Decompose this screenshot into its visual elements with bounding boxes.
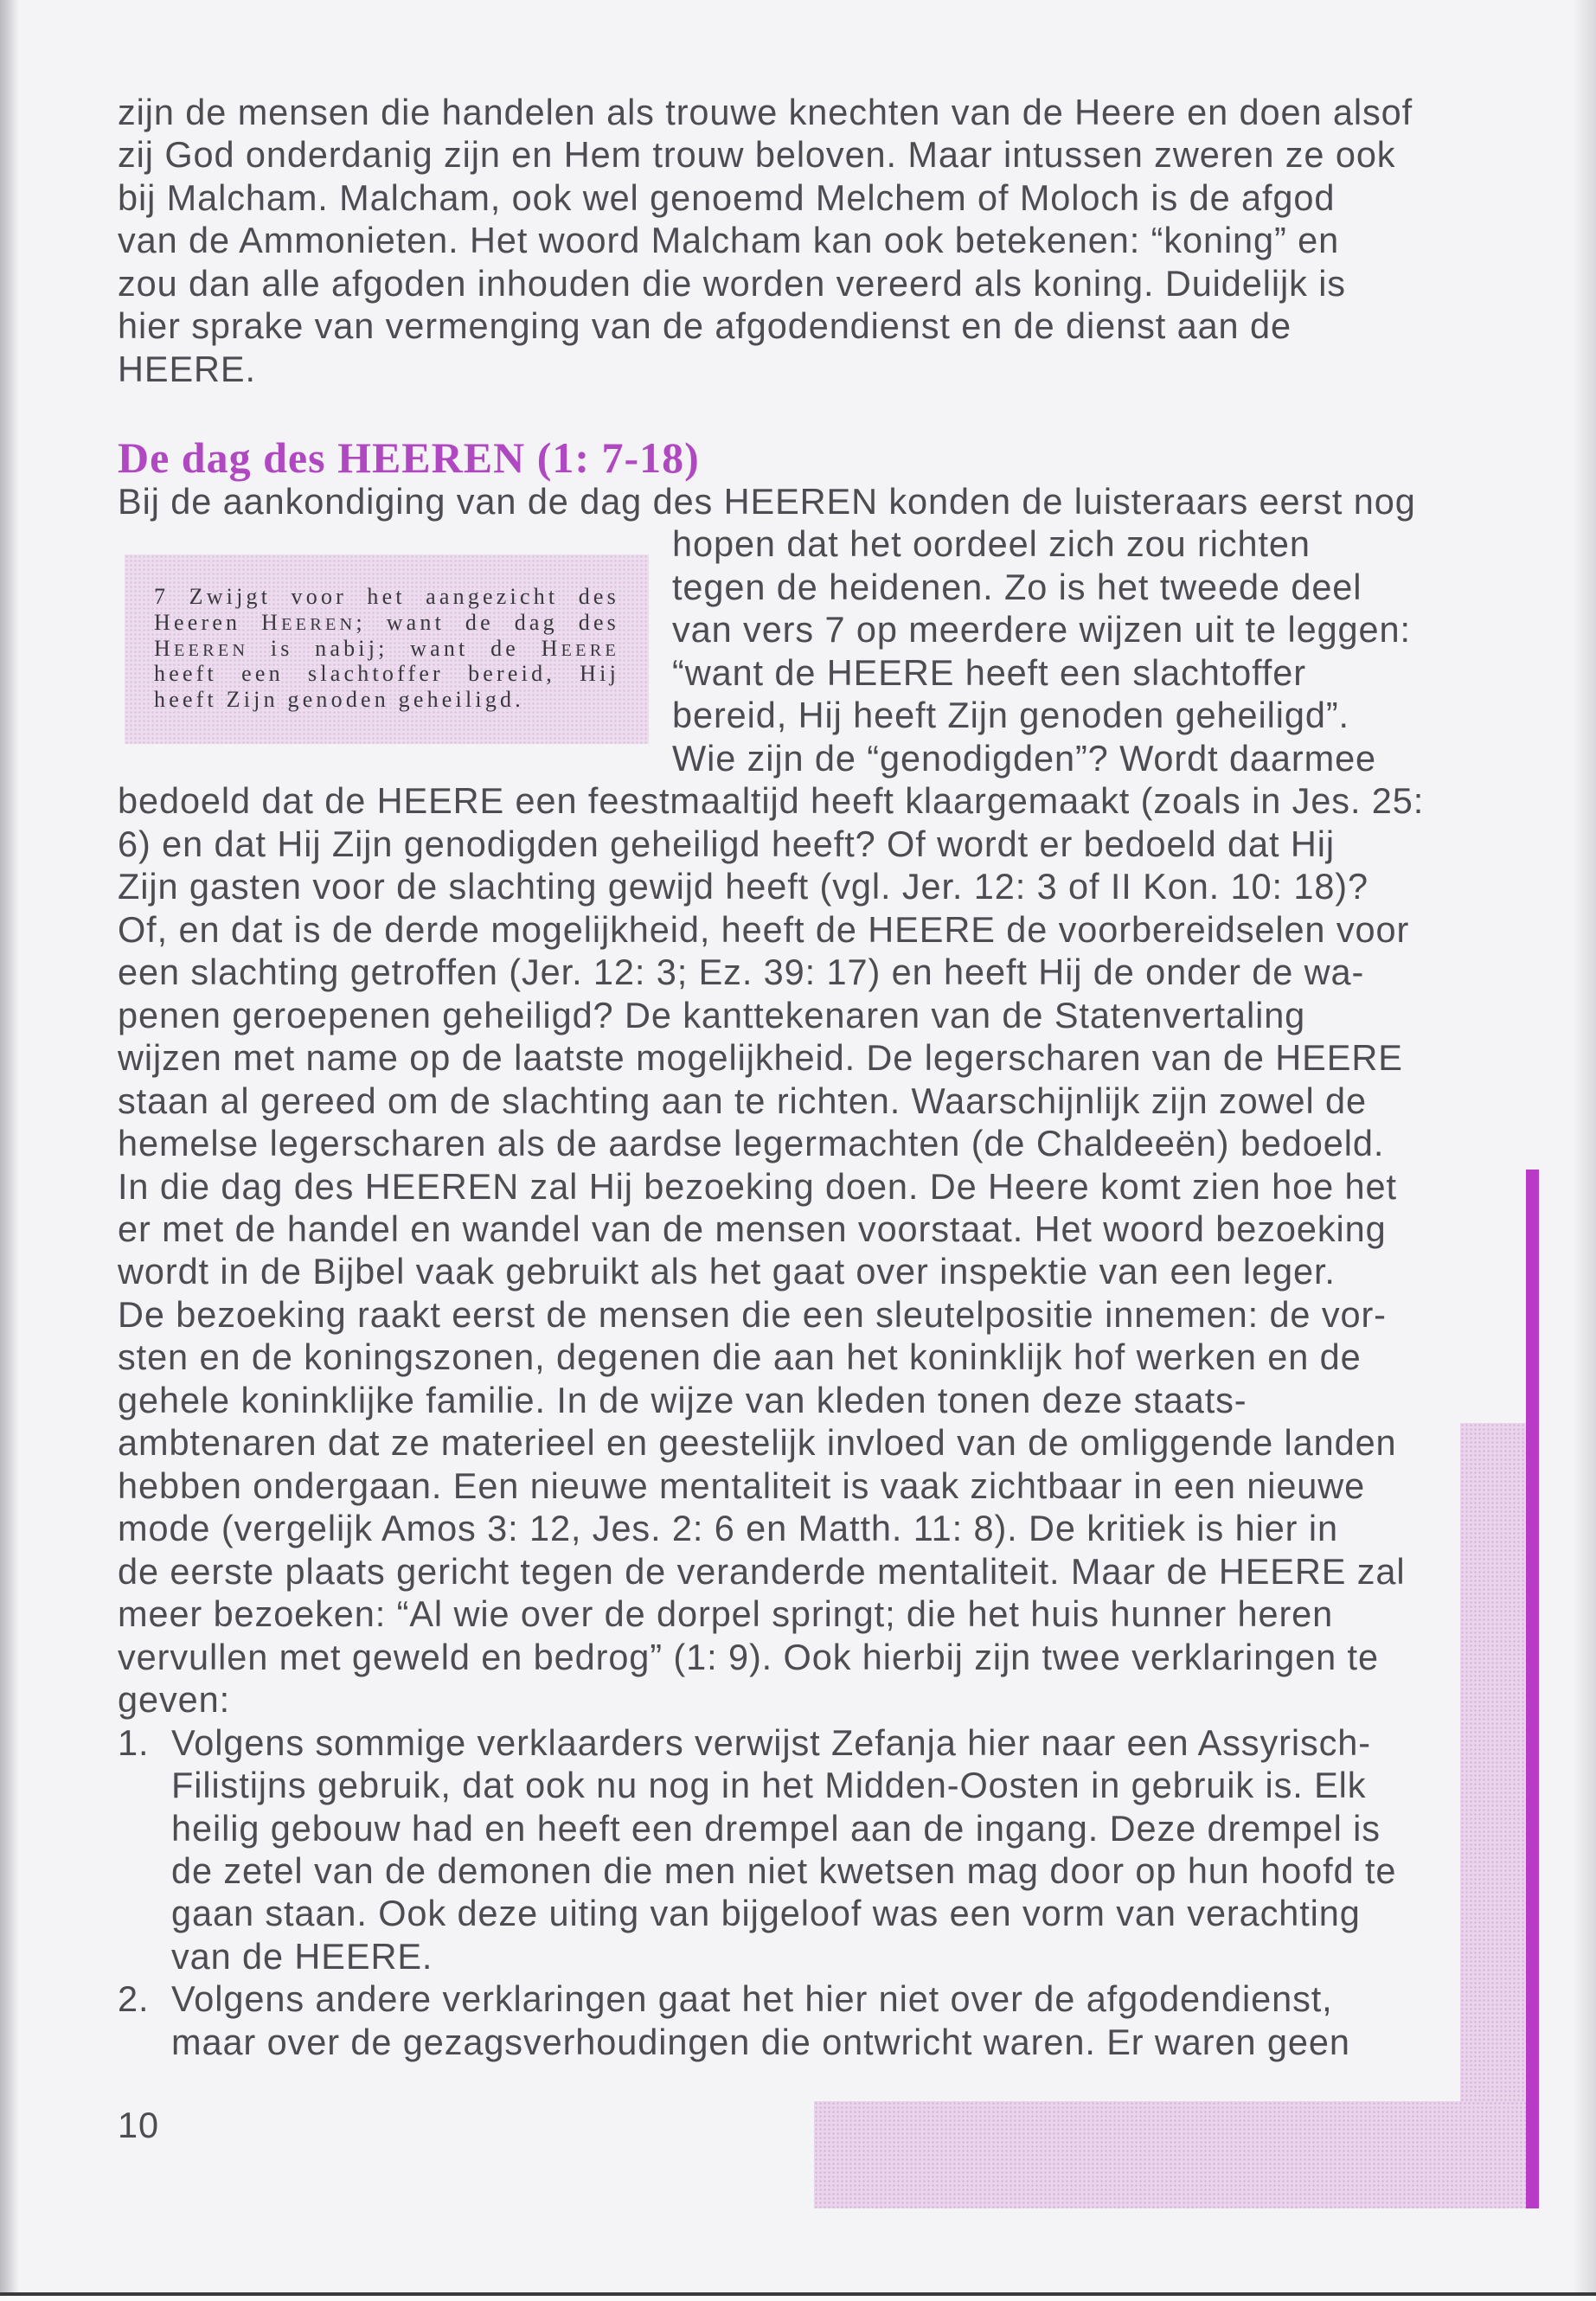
text-line: HEERE. — [118, 348, 256, 389]
verse-text: ; want de dag des — [356, 609, 620, 635]
verse-text: Heeren — [154, 609, 241, 635]
page-number: 10 — [118, 2105, 159, 2145]
text-line: gehele koninklijke familie. In de wijze van kleden tonen deze staats- — [118, 1379, 1247, 1420]
text-line: zij God onderdanig zijn en Hem trouw beloven. Maar intussen zweren ze ook — [118, 134, 1396, 176]
text-line: penen geroepenen geheiligd? De kanttekenaren van de Statenvertaling — [118, 994, 1306, 1035]
text-line: hebben ondergaan. Een nieuwe mentaliteit is vaak zichtbaar in een nieuwe — [118, 1465, 1366, 1506]
section-heading: De dag des HEEREN (1: 7-18) — [118, 433, 700, 482]
page-margin-below — [0, 2296, 1596, 2301]
page-edge-left — [0, 0, 19, 2292]
text-line: De bezoeking raakt eerst de mensen die een sleutelpositie innemen: de vor- — [118, 1293, 1387, 1335]
text-line: van de HEERE. — [171, 1935, 433, 1977]
text-line: zijn de mensen die handelen als trouwe knechten van de Heere en doen alsof — [118, 92, 1413, 132]
text-line: Zijn gasten voor de slachting gewijd heeft (vgl. Jer. 12: 3 of II Kon. 10: 18)? — [118, 866, 1369, 907]
text-line: 6) en dat Hij Zijn genodigden geheiligd heeft? Of wordt er bedoeld dat Hij — [118, 823, 1335, 864]
text-line: Bij de aankondiging van de dag des HEEREN konden de luisteraars eerst nog — [118, 481, 1416, 522]
decorative-band-horizontal — [814, 2101, 1526, 2208]
verse-small-caps: HEEREN — [261, 609, 356, 635]
text-line: meer bezoeken: “Al wie over de dorpel springt; die het huis hunner heren — [118, 1593, 1334, 1635]
accent-bar — [1526, 1170, 1539, 2208]
text-line: staan al gereed om de slachting aan te richten. Waarschijnlijk zijn zowel de — [118, 1080, 1367, 1121]
text-line: hemelse legerscharen als de aardse legermachten (de Chaldeeën) bedoeld. — [118, 1123, 1385, 1164]
text-line: Volgens sommige verklaarders verwijst Zefanja hier naar een Assyrisch- — [171, 1721, 1371, 1763]
text-line: vervullen met geweld en bedrog” (1: 9). Ook hierbij zijn twee verklaringen te — [118, 1636, 1379, 1677]
verse-small-caps: HEEREN — [154, 635, 249, 661]
text-line: geven: — [118, 1679, 231, 1721]
text-line: zou dan alle afgoden inhouden die worden vereerd als koning. Duidelijk is — [118, 262, 1346, 304]
text-line-wrapped: “want de HEERE heeft een slachtoffer — [672, 651, 1306, 693]
text-line: een slachting getroffen (Jer. 12: 3; Ez. 39: 17) en heeft Hij de onder de wa- — [118, 952, 1365, 993]
decorative-band-vertical — [1460, 1423, 1526, 2208]
text-line: Volgens andere verklaringen gaat het hier niet over de afgodendienst, — [171, 1978, 1333, 2020]
verse-line: 7 Zwijgt voor het aangezicht des — [154, 584, 619, 609]
text-line: de zetel van de demonen die men niet kwetsen mag door op hun hoofd te — [171, 1850, 1397, 1891]
list-number: 2. — [118, 1978, 150, 2020]
list-item — [118, 1977, 1424, 2063]
text-line: wordt in de Bijbel vaak gebruikt als het gaat over inspektie van een leger. — [118, 1251, 1336, 1292]
page-edge-right — [1574, 0, 1596, 2292]
text-line: In die dag des HEEREN zal Hij bezoeking doen. De Heere komt zien hoe het — [118, 1165, 1397, 1207]
text-line: Of, en dat is de derde mogelijkheid, heeft de HEERE de voorbereidselen voor — [118, 908, 1410, 950]
text-line: Filistijns gebruik, dat ook nu nog in het Midden-Oosten in gebruik is. Elk — [171, 1765, 1367, 1806]
text-line: de eerste plaats gericht tegen de veranderde mentaliteit. Maar de HEERE zal — [118, 1550, 1406, 1592]
intro-paragraph — [118, 91, 1413, 390]
verse-small-caps: HEERE — [541, 635, 620, 661]
text-line: wijzen met name op de laatste mogelijkheid. De legerscharen van de HEERE — [118, 1037, 1403, 1079]
verse-line: heeft Zijn genoden geheiligd. — [154, 687, 524, 713]
text-line: hier sprake van vermenging van de afgodendienst en de dienst aan de — [118, 305, 1292, 347]
list-number: 1. — [118, 1721, 150, 1763]
text-line: van de Ammonieten. Het woord Malcham kan ook betekenen: “koning” en — [118, 220, 1340, 261]
text-line-wrapped: van vers 7 op meerdere wijzen uit te leggen: — [672, 609, 1411, 651]
text-line: sten en de koningszonen, degenen die aan het koninklijk hof werken en de — [118, 1336, 1362, 1378]
text-line: mode (vergelijk Amos 3: 12, Jes. 2: 6 en Matth. 11: 8). De kritiek is hier in — [118, 1508, 1338, 1549]
verse-line: heeft een slachtoffer bereid, Hij — [154, 661, 619, 687]
text-line: er met de handel en wandel van de mensen voorstaat. Het woord bezoeking — [118, 1208, 1387, 1249]
text-line-wrapped: hopen dat het oordeel zich zou richten — [672, 523, 1311, 565]
text-line: bedoeld dat de HEERE een feestmaaltijd heeft klaargemaakt (zoals in Jes. 25: — [118, 780, 1425, 822]
text-line-wrapped: Wie zijn de “genodigden”? Wordt daarmee — [672, 737, 1377, 779]
text-line: maar over de gezagsverhoudingen die ontwricht waren. Er waren geen — [171, 2021, 1350, 2062]
list-item — [118, 1721, 1424, 1978]
text-line: gaan staan. Ook deze uiting van bijgeloof was een vorm van verachting — [171, 1893, 1361, 1934]
text-line: bij Malcham. Malcham, ook wel genoemd Melchem of Moloch is de afgod — [118, 176, 1336, 218]
section-body — [118, 480, 1424, 2063]
text-line: heilig gebouw had en heeft een drempel aan de ingang. Deze drempel is — [171, 1807, 1381, 1849]
verse-text: is nabij; want de — [270, 635, 520, 661]
text-line: ambtenaren dat ze materieel en geestelijk invloed van de omliggende landen — [118, 1422, 1397, 1464]
text-line-wrapped: tegen de heidenen. Zo is het tweede deel — [672, 566, 1362, 607]
text-line-wrapped: bereid, Hij heeft Zijn genoden geheiligd”. — [672, 695, 1349, 736]
